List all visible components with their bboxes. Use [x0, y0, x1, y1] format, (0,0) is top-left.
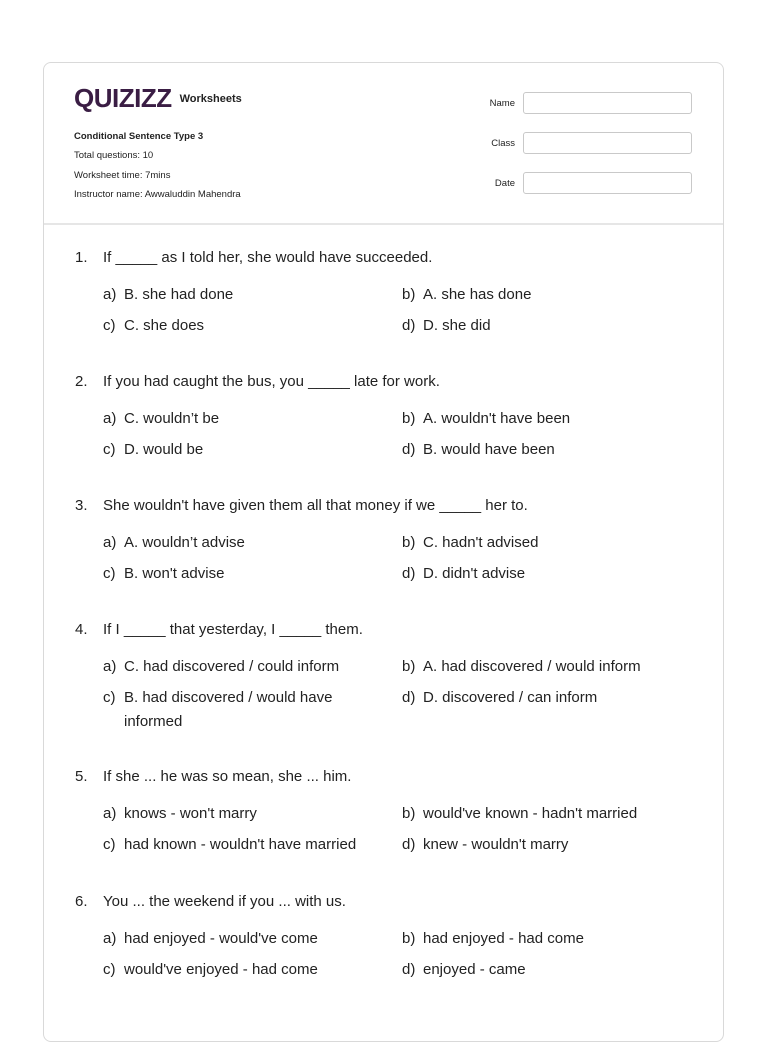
option-text: D. would be: [124, 441, 204, 458]
logo-wordmark: QUIZIZZ: [74, 83, 172, 113]
date-field-row: [474, 172, 692, 194]
worksheet-header: [44, 63, 723, 225]
question-number: 1.: [75, 249, 88, 266]
option-label: b): [402, 286, 416, 303]
instructor-name: Instructor name: Awwaluddin Mahendra: [74, 188, 241, 200]
option-label: c): [103, 317, 116, 334]
option-text: A. wouldn't have been: [423, 410, 571, 427]
option-b: [402, 407, 685, 431]
option-c: [103, 958, 386, 982]
option-b: [402, 283, 685, 307]
option-text: D. didn't advise: [423, 565, 526, 582]
logo-subtitle: Worksheets: [179, 93, 242, 105]
option-text: C. she does: [124, 317, 205, 334]
worksheet-card: [43, 62, 724, 1042]
option-c: [103, 314, 386, 338]
question-text: She wouldn't have given them all that money if we _____ her to.: [103, 497, 528, 514]
option-text: A. wouldn’t advise: [124, 534, 245, 551]
option-d: [402, 562, 685, 586]
option-label: c): [103, 689, 116, 706]
option-label: a): [103, 410, 117, 427]
option-a: [103, 283, 386, 307]
option-text: B. won't advise: [124, 565, 225, 582]
name-input[interactable]: [523, 92, 692, 114]
question-number: 6.: [75, 893, 88, 910]
option-d: [402, 958, 685, 982]
option-d: [402, 438, 685, 462]
option-label: d): [402, 689, 416, 706]
date-input[interactable]: [523, 172, 692, 194]
option-text: had enjoyed - had come: [423, 930, 584, 947]
name-label: Name: [489, 97, 515, 109]
option-label: c): [103, 565, 116, 582]
option-a: [103, 407, 386, 431]
option-c: [103, 833, 386, 857]
option-a: [103, 927, 386, 951]
option-label: b): [402, 930, 416, 947]
option-label: d): [402, 565, 416, 582]
question-text: If you had caught the bus, you _____ late for work.: [103, 373, 440, 390]
option-text: D. discovered / can inform: [423, 689, 598, 706]
option-text: would've known - hadn't married: [423, 805, 638, 822]
class-field-row: [474, 132, 692, 154]
option-label: a): [103, 658, 117, 675]
option-b: [402, 655, 685, 679]
option-text: A. she has done: [423, 286, 532, 303]
option-text: B. she had done: [124, 286, 234, 303]
worksheet-title: Conditional Sentence Type 3: [74, 131, 204, 142]
option-text: knew - wouldn't marry: [423, 836, 569, 853]
option-label: c): [103, 961, 116, 978]
option-a: [103, 802, 386, 826]
quizizz-logo: [74, 85, 242, 111]
option-label: b): [402, 658, 416, 675]
option-text: had enjoyed - would've come: [124, 930, 318, 947]
option-text: D. she did: [423, 317, 491, 334]
option-text: had known - wouldn't have married: [124, 836, 357, 853]
option-label: a): [103, 805, 117, 822]
option-d: [402, 833, 685, 857]
question-number: 5.: [75, 768, 88, 785]
option-label: d): [402, 961, 416, 978]
option-text: enjoyed - came: [423, 961, 526, 978]
class-label: Class: [491, 137, 515, 149]
option-text: would've enjoyed - had come: [124, 961, 318, 978]
option-text: knows - won't marry: [124, 805, 257, 822]
class-input[interactable]: [523, 132, 692, 154]
option-text: B. would have been: [423, 441, 555, 458]
option-label: b): [402, 410, 416, 427]
question-text: You ... the weekend if you ... with us.: [103, 893, 346, 910]
option-label: c): [103, 441, 116, 458]
option-a: [103, 531, 386, 555]
option-d: [402, 314, 685, 338]
option-b: [402, 531, 685, 555]
date-label: Date: [494, 177, 515, 189]
option-c: [103, 438, 386, 462]
option-text: C. had discovered / could inform: [124, 658, 340, 675]
option-label: a): [103, 286, 117, 303]
option-label: a): [103, 930, 117, 947]
option-d: [402, 686, 685, 710]
option-text: A. had discovered / would inform: [423, 658, 641, 675]
question-text: If I _____ that yesterday, I _____ them.: [103, 621, 363, 638]
option-label: c): [103, 836, 116, 853]
question-text: If she ... he was so mean, she ... him.: [103, 768, 352, 785]
option-b: [402, 802, 685, 826]
option-c: [103, 562, 386, 586]
worksheet-time: Worksheet time: 7mins: [74, 169, 171, 181]
worksheet-meta: [74, 127, 241, 204]
option-label: d): [402, 317, 416, 334]
total-questions: Total questions: 10: [74, 150, 154, 162]
option-label: a): [103, 534, 117, 551]
option-label: b): [402, 534, 416, 551]
question-number: 3.: [75, 497, 88, 514]
option-a: [103, 655, 386, 679]
question-number: 2.: [75, 373, 88, 390]
name-field-row: [474, 92, 692, 114]
option-label: d): [402, 836, 416, 853]
option-label: b): [402, 805, 416, 822]
option-text: B. had discovered / would have informed: [124, 689, 333, 730]
question-number: 4.: [75, 621, 88, 638]
option-c: [103, 686, 369, 734]
question-text: If _____ as I told her, she would have succeeded.: [103, 249, 433, 266]
option-b: [402, 927, 685, 951]
option-text: C. wouldn’t be: [124, 410, 220, 427]
option-text: C. hadn't advised: [423, 534, 539, 551]
option-label: d): [402, 441, 416, 458]
